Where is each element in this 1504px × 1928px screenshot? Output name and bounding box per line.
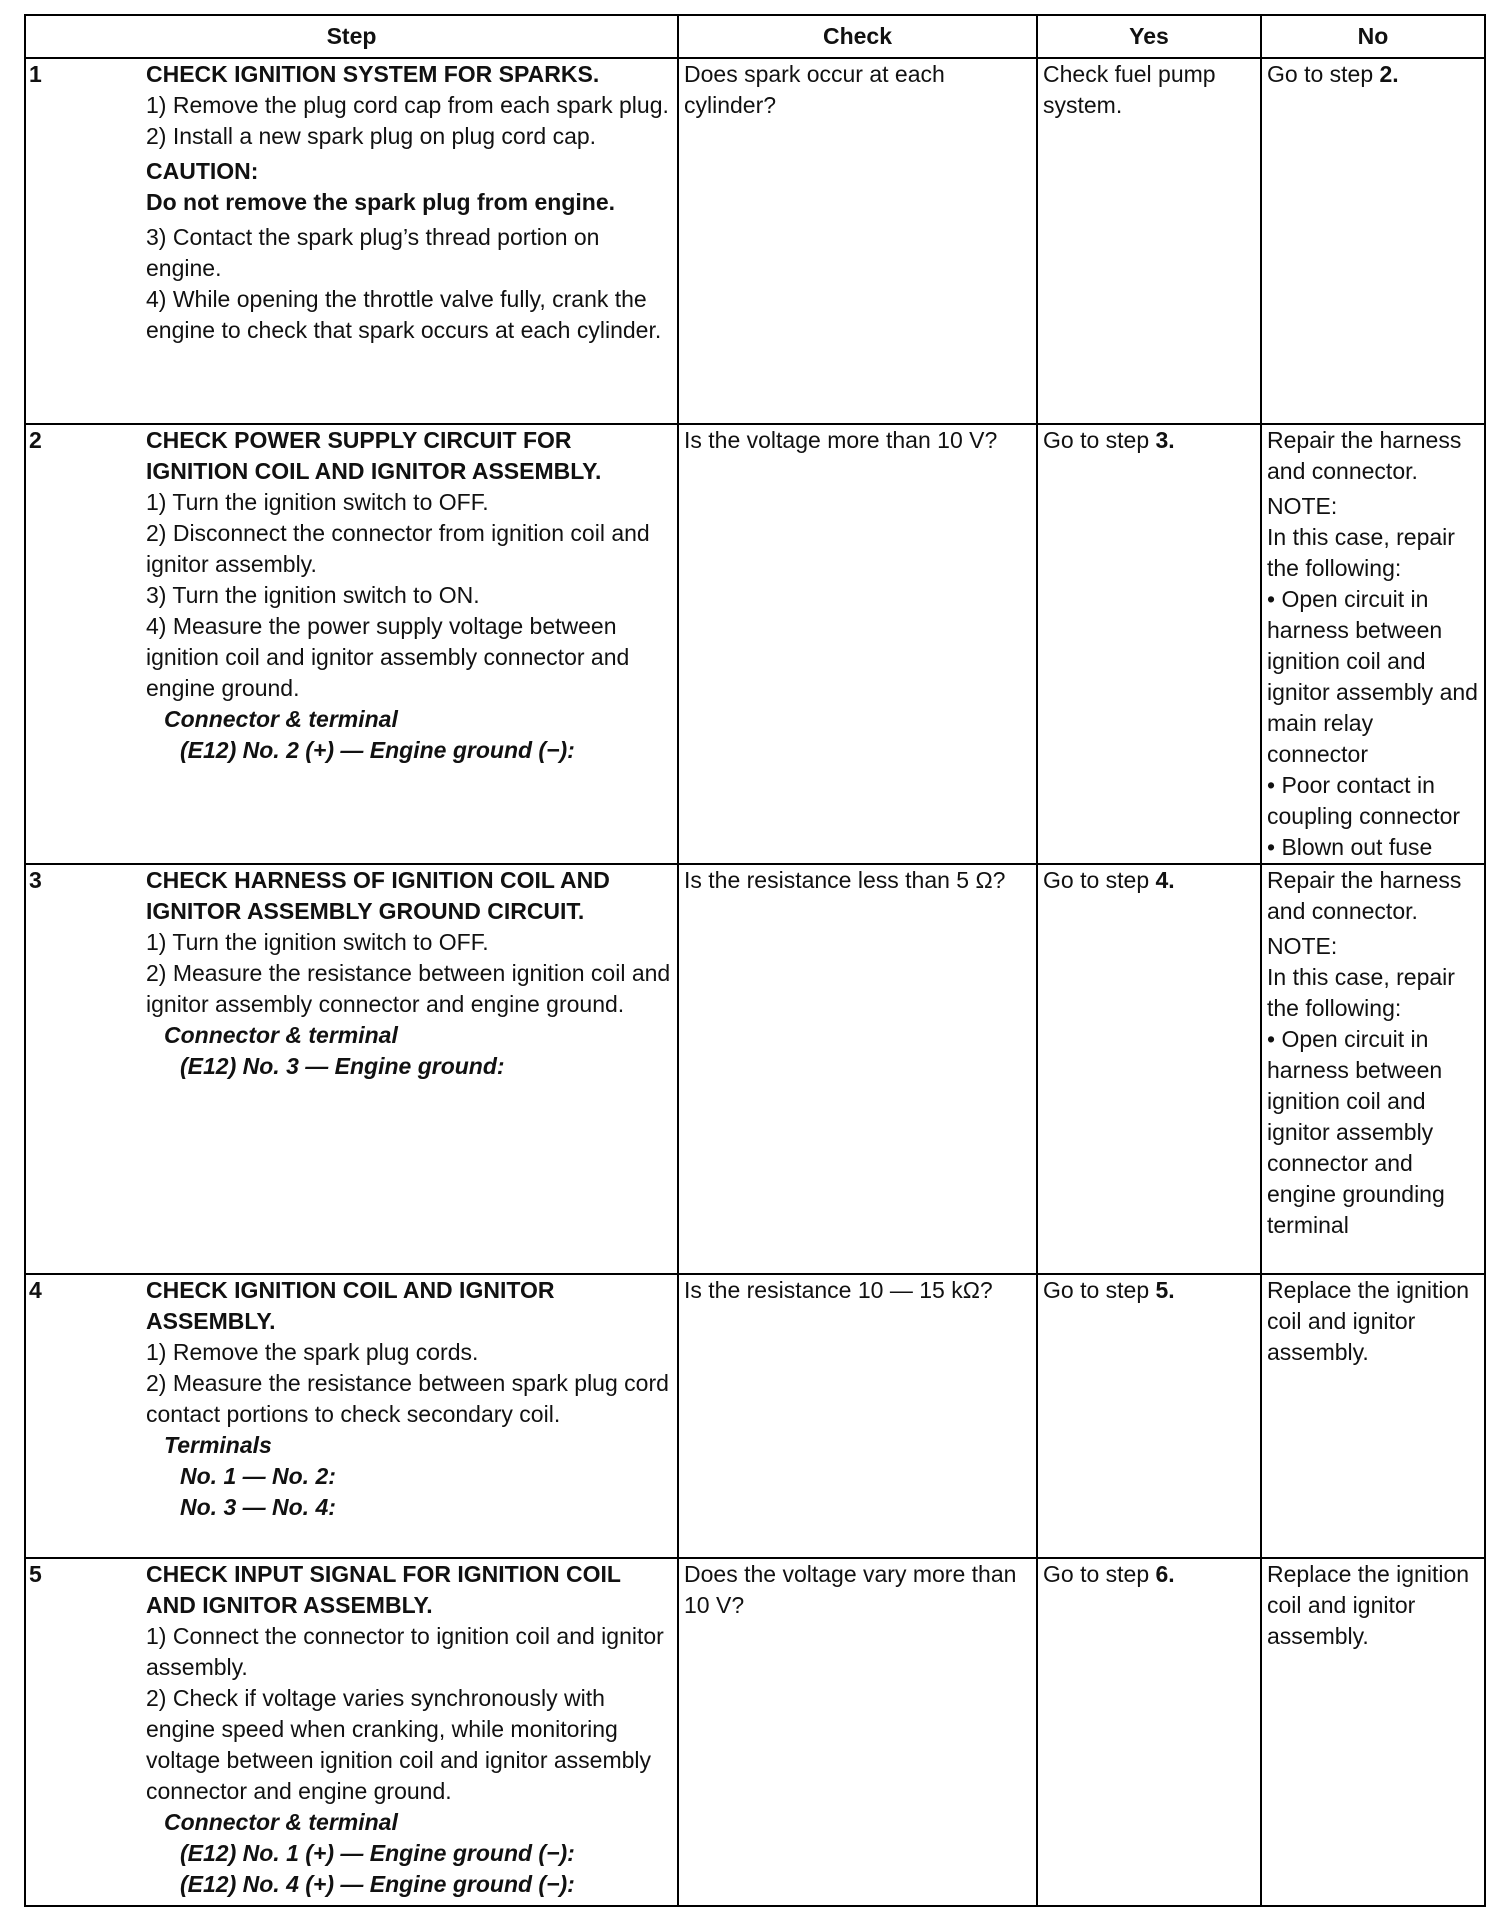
yes-cell	[1037, 864, 1261, 1274]
yes-cell	[1037, 1274, 1261, 1558]
go-to-text: Go to step	[1043, 1277, 1156, 1303]
step-instruction: 4) Measure the power supply voltage between ignition coil and ignitor assembly connector and engine ground.	[146, 613, 630, 701]
spec-heading: Connector & terminal	[164, 1022, 398, 1048]
note-intro: In this case, repair the following:	[1267, 524, 1455, 581]
step-reference: 3.	[1155, 427, 1175, 453]
step-instruction: 3) Turn the ignition switch to ON.	[146, 582, 480, 608]
note-heading: NOTE:	[1267, 493, 1338, 519]
header-step: Step	[25, 15, 678, 58]
no-cell: Replace the ignition coil and ignitor assembly.	[1261, 1274, 1485, 1558]
no-cell: Replace the ignition coil and ignitor assembly.	[1261, 1558, 1485, 1906]
go-to-text: Go to step	[1043, 1561, 1156, 1587]
spec-heading: Connector & terminal	[164, 1809, 398, 1835]
step-number: 1	[29, 61, 42, 87]
spec-line: No. 1 — No. 2:	[180, 1463, 336, 1489]
note-intro: In this case, repair the following:	[1267, 964, 1455, 1021]
step-reference: 5.	[1155, 1277, 1175, 1303]
step-instruction: 1) Remove the plug cord cap from each spark plug.	[146, 92, 669, 118]
yes-cell	[1037, 424, 1261, 864]
no-action: Repair the harness and connector.	[1267, 427, 1462, 484]
no-cell	[1261, 424, 1485, 864]
step-number: 3	[29, 867, 42, 893]
yes-cell	[1037, 1558, 1261, 1906]
note-item: • Open circuit in harness between ignition coil and ignitor assembly and main relay connector	[1267, 586, 1478, 767]
step-title: CHECK HARNESS OF IGNITION COIL AND IGNITOR ASSEMBLY GROUND CIRCUIT.	[146, 867, 610, 924]
step-instruction: 2) Check if voltage varies synchronously with engine speed when cranking, while monitoring voltage between ignition coil and ignitor assembly connector and engine ground.	[146, 1685, 652, 1804]
diagnostic-table	[24, 14, 1486, 1907]
spec-line: (E12) No. 3 — Engine ground:	[180, 1053, 505, 1079]
step-reference: 4.	[1155, 867, 1175, 893]
step-instruction: 2) Install a new spark plug on plug cord cap.	[146, 123, 597, 149]
step-instruction: 2) Measure the resistance between ignition coil and ignitor assembly connector and engine ground.	[146, 960, 671, 1017]
step-title: CHECK IGNITION COIL AND IGNITOR ASSEMBLY.	[146, 1277, 555, 1334]
step-number: 5	[29, 1561, 42, 1587]
note-item: • Poor contact in coupling connector	[1267, 772, 1461, 829]
check-cell: Is the resistance 10 — 15 kΩ?	[678, 1274, 1037, 1558]
no-cell	[1261, 58, 1485, 424]
go-to-text: Go to step	[1043, 427, 1156, 453]
table-row	[25, 58, 1485, 424]
spec-line: (E12) No. 1 (+) — Engine ground (−):	[180, 1840, 575, 1866]
step-cell	[25, 424, 678, 864]
step-instruction: 3) Contact the spark plug’s thread portion on engine.	[146, 224, 600, 281]
go-to-text: Go to step	[1267, 61, 1380, 87]
go-to-text: Go to step	[1043, 867, 1156, 893]
step-instruction: 1) Turn the ignition switch to OFF.	[146, 929, 489, 955]
step-cell	[25, 1558, 678, 1906]
caution-text: Do not remove the spark plug from engine.	[146, 189, 616, 215]
no-action: Repair the harness and connector.	[1267, 867, 1462, 924]
spec-line: (E12) No. 4 (+) — Engine ground (−):	[180, 1871, 575, 1897]
check-cell: Is the voltage more than 10 V?	[678, 424, 1037, 864]
step-instruction: 1) Turn the ignition switch to OFF.	[146, 489, 489, 515]
header-yes: Yes	[1037, 15, 1261, 58]
header-check: Check	[678, 15, 1037, 58]
no-cell	[1261, 864, 1485, 1274]
step-reference: 6.	[1155, 1561, 1175, 1587]
check-cell: Does spark occur at each cylinder?	[678, 58, 1037, 424]
check-cell: Is the resistance less than 5 Ω?	[678, 864, 1037, 1274]
spec-heading: Connector & terminal	[164, 706, 398, 732]
step-title: CHECK POWER SUPPLY CIRCUIT FOR IGNITION COIL AND IGNITOR ASSEMBLY.	[146, 427, 602, 484]
header-no: No	[1261, 15, 1485, 58]
step-cell	[25, 864, 678, 1274]
note-item: • Blown out fuse	[1267, 834, 1433, 860]
step-instruction: 1) Connect the connector to ignition coil and ignitor assembly.	[146, 1623, 664, 1680]
step-number: 4	[29, 1277, 42, 1303]
step-instruction: 4) While opening the throttle valve fully, crank the engine to check that spark occurs at each cylinder.	[146, 286, 662, 343]
step-number: 2	[29, 427, 42, 453]
yes-cell: Check fuel pump system.	[1037, 58, 1261, 424]
step-title: CHECK IGNITION SYSTEM FOR SPARKS.	[146, 61, 600, 87]
spec-line: (E12) No. 2 (+) — Engine ground (−):	[180, 737, 575, 763]
step-title: CHECK INPUT SIGNAL FOR IGNITION COIL AND IGNITOR ASSEMBLY.	[146, 1561, 621, 1618]
spec-line: No. 3 — No. 4:	[180, 1494, 336, 1520]
spec-heading: Terminals	[164, 1432, 272, 1458]
step-instruction: 2) Disconnect the connector from ignition coil and ignitor assembly.	[146, 520, 650, 577]
step-instruction: 1) Remove the spark plug cords.	[146, 1339, 479, 1365]
note-item: • Open circuit in harness between ignition coil and ignitor assembly connector and engine grounding terminal	[1267, 1026, 1445, 1238]
step-cell	[25, 1274, 678, 1558]
note-heading: NOTE:	[1267, 933, 1338, 959]
header-row	[25, 15, 1485, 58]
check-cell: Does the voltage vary more than 10 V?	[678, 1558, 1037, 1906]
table-row	[25, 1558, 1485, 1906]
step-reference: 2.	[1379, 61, 1399, 87]
step-instruction: 2) Measure the resistance between spark plug cord contact portions to check secondary coil.	[146, 1370, 669, 1427]
table-row	[25, 424, 1485, 864]
table-row	[25, 1274, 1485, 1558]
table-row	[25, 864, 1485, 1274]
caution-heading: CAUTION:	[146, 158, 259, 184]
step-cell	[25, 58, 678, 424]
